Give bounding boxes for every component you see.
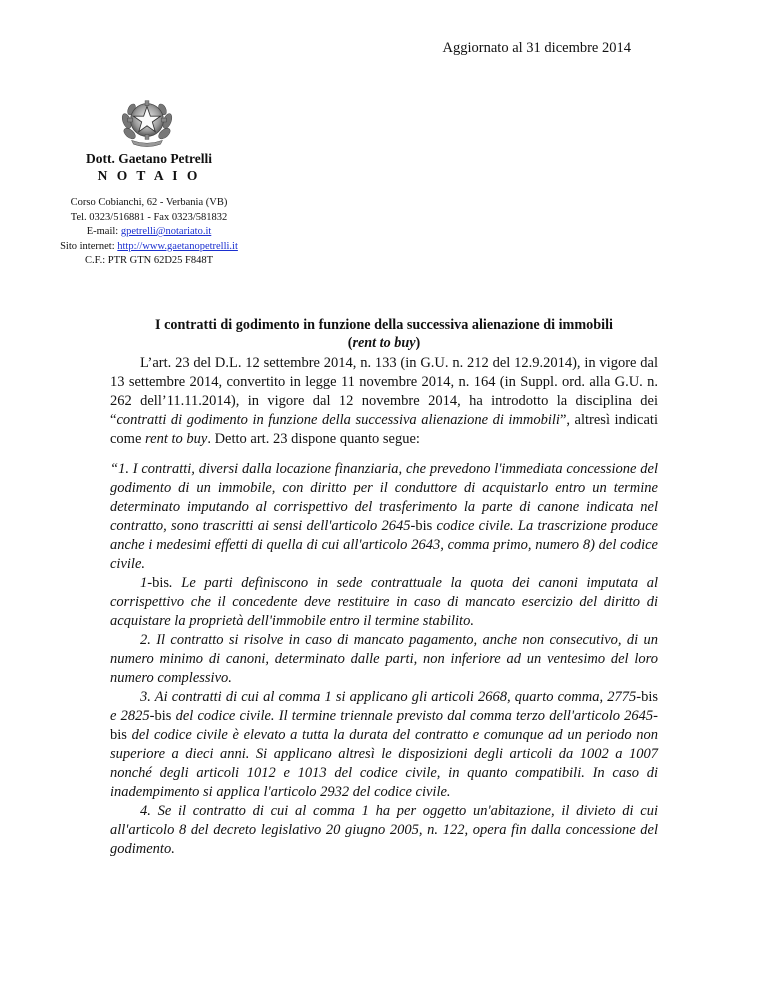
- update-date: Aggiornato al 31 dicembre 2014: [442, 40, 631, 56]
- quoted-article: [110, 460, 658, 859]
- intro-italic-2: rent to buy: [145, 431, 208, 447]
- quote-paragraph-4: 4. Se il contratto di cui al comma 1 ha per oggetto un'abitazione, il divieto di cui all'articolo 8 del decreto legislativo 20 giugno 2005, n. 122, opera fin dalla concessione del godimento.: [110, 803, 658, 857]
- email-label: E-mail:: [86, 226, 121, 237]
- website-link[interactable]: http://www.gaetanopetrelli.it: [117, 240, 238, 252]
- notary-tax-code: C.F.: PTR GTN 62D25 F848T: [84, 255, 214, 266]
- notary-phone: Tel. 0323/516881 - Fax 0323/581832: [70, 211, 228, 223]
- quote-paragraph-2: 2. Il contratto si risolve in caso di mancato pagamento, anche non consecutivo, di un numero minimo di canoni, determinato dalle parti, non inferiore ad un ventesimo del loro numero complessivo.: [110, 632, 658, 686]
- intro-italic-1: contratti di godimento in funzione della successiva alienazione di immobili: [116, 412, 560, 428]
- intro-paragraph: L’art. 23 del D.L. 12 settembre 2014, n. 133 (in G.U. n. 212 del 12.9.2014), in vigore dal 13 settembre 2014, convertito in legge 11 novembre 2014, n. 164 (in Suppl. ord. alla G.U. n. 262 dell’11.11.2014), in vigore dal 12 novembre 2014, ha introdotto la disciplina dei “contratti di godimento in funzione della successiva alienazione di immobili”, altresì indicati come rent to buy. Detto art. 23 dispone quanto segue:: [110, 355, 658, 447]
- document-title: [110, 316, 658, 352]
- italian-republic-emblem-icon: [118, 92, 176, 150]
- website-label: Sito internet:: [60, 240, 118, 252]
- notary-address: Corso Cobianchi, 62 - Verbania (VB): [70, 197, 228, 208]
- title-sub-italic: rent to buy: [352, 335, 416, 351]
- quote-paragraph-1bis: 1-bis. Le parti definiscono in sede contrattuale la quota dei canoni imputata al corrispettivo che il concedente deve restituire in caso di mancato esercizio del diritto di acquistare la proprietà dell'immobile entro il termine stabilito.: [110, 575, 658, 629]
- quote-paragraph-3: 3. Ai contratti di cui al comma 1 si applicano gli articoli 2668, quarto comma, 2775-bis e 2825-bis del codice civile. Il termine triennale previsto dal comma terzo dell'articolo 2645-bis del codice civile è elevato a tutta la durata del contratto e comunque ad un periodo non superiore a dieci anni. Si applicano altresì le disposizioni degli articoli da 1002 a 1007 nonché degli articoli 1012 e 1013 del codice civile, in quanto compatibili. In caso di inadempimento si applica l'articolo 2932 del codice civile.: [110, 689, 658, 800]
- quote-paragraph-1: “1. I contratti, diversi dalla locazione finanziaria, che prevedono l'immediata concessione del godimento di un immobile, con diritto per il conduttore di acquistarlo entro un termine determinato imputando al corrispettivo del trasferimento la parte di canone indicata nel contratto, sono trascritti ai sensi dell'articolo 2645-bis codice civile. La trascrizione produce anche i medesimi effetti di quella di cui all'articolo 2643, comma primo, numero 8) del codice civile.: [110, 461, 658, 572]
- email-link[interactable]: gpetrelli@notariato.it: [120, 226, 212, 237]
- notary-letterhead: [40, 150, 258, 269]
- notary-website-line: [40, 240, 258, 255]
- title-main: I contratti di godimento in funzione della successiva alienazione di immobili: [155, 317, 613, 333]
- notary-name: Dott. Gaetano Petrelli: [85, 151, 213, 166]
- notary-title: N O T A I O: [97, 168, 201, 183]
- title-subtitle: (rent to buy): [347, 335, 421, 351]
- notary-email-line: [40, 225, 258, 240]
